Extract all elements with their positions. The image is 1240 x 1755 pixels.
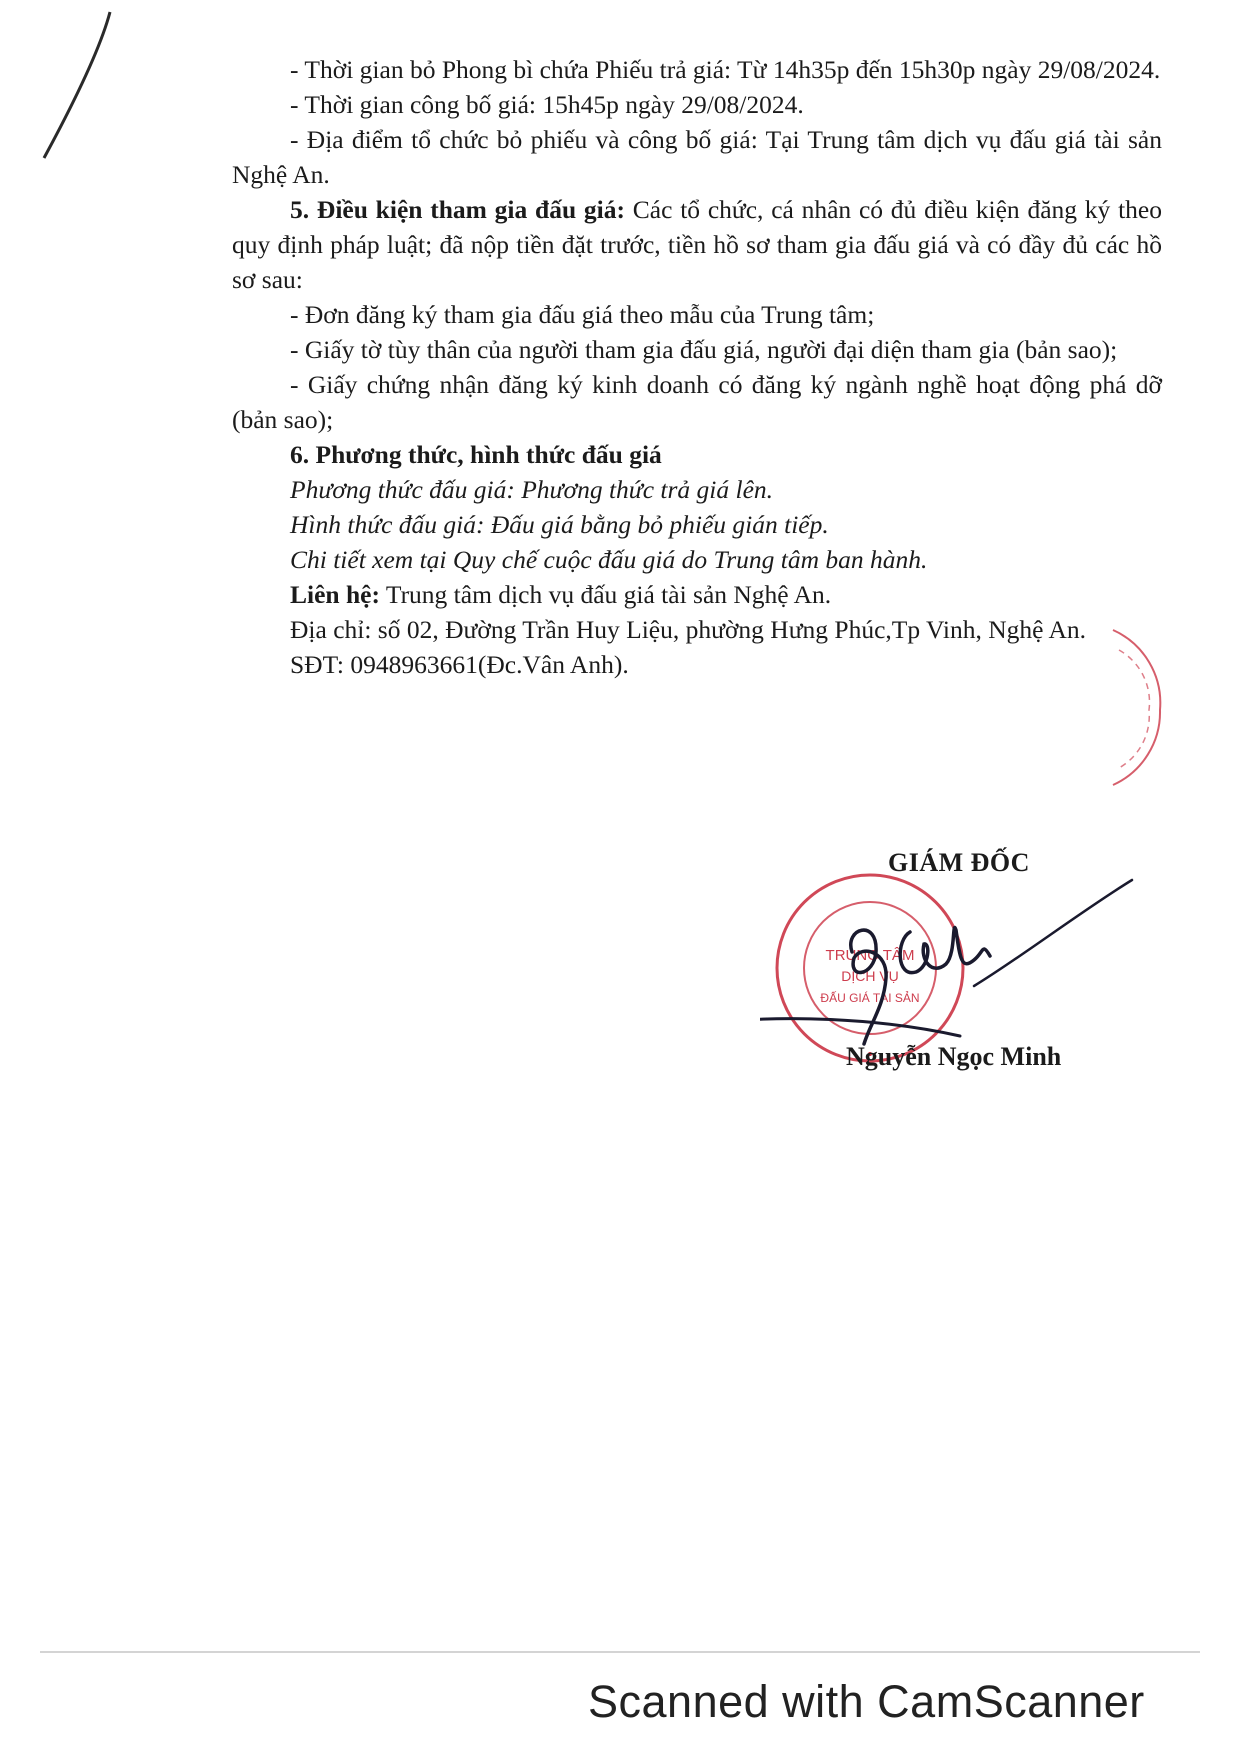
paragraph-identity-papers: - Giấy tờ tùy thân của người tham gia đấu giá, người đại diện tham gia (bản sao); bbox=[290, 335, 1118, 364]
contact-text: Trung tâm dịch vụ đấu giá tài sản Nghệ An. bbox=[379, 580, 832, 609]
svg-text:TRUNG TÂM: TRUNG TÂM bbox=[825, 947, 915, 964]
paragraph-phone: SĐT: 0948963661(Đc.Vân Anh). bbox=[290, 650, 629, 679]
section-heading-method: 6. Phương thức, hình thức đấu giá bbox=[290, 440, 662, 469]
signatory-title: GIÁM ĐỐC bbox=[888, 848, 1030, 877]
paragraph-registration-form: - Đơn đăng ký tham gia đấu giá theo mẫu của Trung tâm; bbox=[290, 300, 875, 329]
scan-bottom-edge bbox=[40, 1648, 1200, 1658]
conditions-label: 5. Điều kiện tham gia đấu giá: bbox=[290, 195, 626, 224]
paragraph-auction-form: Hình thức đấu giá: Đấu giá bằng bỏ phiếu gián tiếp. bbox=[290, 510, 829, 539]
scanner-watermark: Scanned with CamScanner bbox=[588, 1676, 1145, 1727]
paragraph-address: Địa chỉ: số 02, Đường Trần Huy Liệu, phường Hưng Phúc,Tp Vinh, Nghệ An. bbox=[290, 615, 1086, 644]
paragraph-rules-reference: Chi tiết xem tại Quy chế cuộc đấu giá do Trung tâm ban hành. bbox=[290, 545, 928, 574]
contact-label: Liên hệ: bbox=[290, 580, 380, 609]
document-body bbox=[232, 52, 1162, 682]
paragraph-bid-envelope-time: - Thời gian bỏ Phong bì chứa Phiếu trả giá: Từ 14h35p đến 15h30p ngày 29/08/2024. bbox=[290, 55, 1161, 84]
paragraph-business-license: - Giấy chứng nhận đăng ký kinh doanh có đăng ký ngành nghề hoạt động phá dỡ (bản sao); bbox=[232, 370, 1162, 434]
paragraph-auction-method: Phương thức đấu giá: Phương thức trả giá lên. bbox=[290, 475, 774, 504]
signatory-name: Nguyễn Ngọc Minh bbox=[846, 1042, 1062, 1071]
paragraph-contact bbox=[232, 577, 1162, 612]
paragraph-price-announcement-time: - Thời gian công bố giá: 15h45p ngày 29/08/2024. bbox=[290, 90, 804, 119]
partial-stamp-mark bbox=[1105, 620, 1165, 790]
paragraph-conditions bbox=[232, 192, 1162, 297]
svg-text:ĐẤU GIÁ TÀI SẢN: ĐẤU GIÁ TÀI SẢN bbox=[820, 991, 920, 1005]
signature-block bbox=[760, 848, 1160, 1088]
paragraph-venue: - Địa điểm tổ chức bỏ phiếu và công bố giá: Tại Trung tâm dịch vụ đấu giá tài sản Nghệ An. bbox=[232, 125, 1162, 189]
svg-text:DỊCH VỤ: DỊCH VỤ bbox=[841, 968, 899, 984]
scan-edge-mark bbox=[40, 10, 120, 160]
conditions-text: Các tổ chức, cá nhân có đủ điều kiện đăng ký theo quy định pháp luật; đã nộp tiền đặt trước, tiền hồ sơ tham gia đấu giá và có đầy đủ các hồ sơ sau: bbox=[232, 195, 1162, 294]
